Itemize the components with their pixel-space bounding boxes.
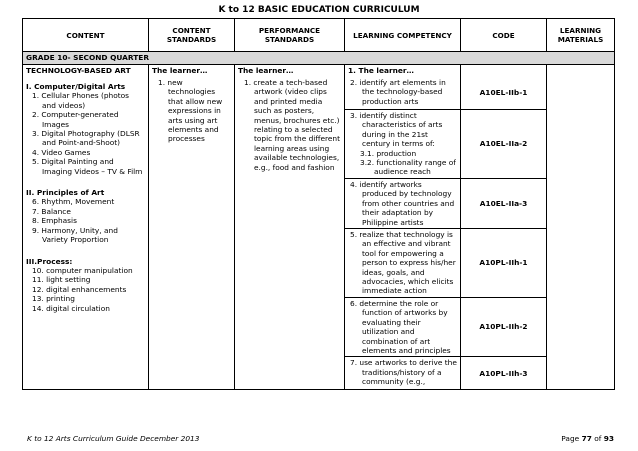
footer-guide-title: K to 12 Arts Curriculum Guide December 2013 bbox=[27, 434, 200, 443]
subhead-code-empty bbox=[461, 65, 547, 78]
document-title: K to 12 BASIC EDUCATION CURRICULUM bbox=[218, 5, 420, 15]
header-learning-competency: LEARNING COMPETENCY bbox=[345, 19, 461, 52]
code-cell: A10PL-IIh-1 bbox=[461, 229, 547, 298]
header-content-standards: CONTENT STANDARDS bbox=[149, 19, 235, 52]
content-item: 2. Computer-generated Images bbox=[32, 110, 119, 129]
content-item: 8. Emphasis bbox=[32, 216, 77, 226]
content-cell bbox=[23, 77, 149, 390]
content-standards-cell bbox=[149, 77, 235, 390]
content-standard-text: 1. new technologies that allow new expressions in arts using art elements and processes bbox=[158, 78, 223, 144]
competency-row-2 bbox=[23, 77, 615, 110]
footer-page-number bbox=[561, 434, 614, 443]
subheader-row bbox=[23, 65, 615, 78]
learning-materials-cell bbox=[547, 65, 615, 390]
competency-text: 2. identify art elements in the technology-based production arts bbox=[350, 78, 446, 106]
competency-text: 7. use artworks to derive the traditions/history of a community (e.g., bbox=[350, 358, 457, 387]
competency-text: 6. determine the role or function of artworks by evaluating their utilization and combination of art elements and principles bbox=[350, 298, 451, 355]
page-current: 77 bbox=[581, 434, 592, 443]
grade-label: GRADE 10- SECOND QUARTER bbox=[23, 52, 615, 65]
content-item: 9. Harmony, Unity, and Variety Proportion bbox=[32, 225, 118, 245]
competency-cell bbox=[345, 179, 461, 229]
performance-standards-cell bbox=[235, 77, 345, 390]
competency-subitem: 3.1. production bbox=[360, 148, 417, 158]
content-item: 3. Digital Photography (DLSR and Point-and-Shoot) bbox=[32, 129, 140, 148]
competency-cell bbox=[345, 77, 461, 110]
competency-subitem: 3.2. functionality range of audience reach bbox=[360, 158, 456, 177]
competency-cell bbox=[345, 229, 461, 298]
content-item: 1. Cellular Phones (photos and videos) bbox=[32, 91, 130, 110]
header-row bbox=[23, 19, 615, 52]
competency-cell bbox=[345, 297, 461, 356]
performance-standard-text: 1. create a tech-based artwork (video clips and printed media such as posters, menus, brochures etc.) relating to a selected topic from the different learning areas using available technologies, e.g., food and fashion bbox=[244, 78, 340, 172]
competency-cell bbox=[345, 357, 461, 390]
content-item: 10. computer manipulation bbox=[32, 265, 133, 275]
content-section-2: II. Principles of Art bbox=[26, 188, 105, 198]
content-item: 11. light setting bbox=[32, 275, 91, 285]
code-cell: A10PL-IIh-2 bbox=[461, 297, 547, 356]
code-cell: A10PL-IIh-3 bbox=[461, 357, 547, 390]
code-cell: A10EL-IIa-3 bbox=[461, 179, 547, 229]
code-cell: A10EL-IIa-2 bbox=[461, 110, 547, 179]
content-section-3: III.Process: bbox=[26, 256, 73, 266]
subhead-content: TECHNOLOGY-BASED ART bbox=[23, 65, 149, 78]
content-item: 12. digital enhancements bbox=[32, 284, 127, 294]
page-prefix: Page bbox=[561, 434, 580, 443]
header-code: CODE bbox=[461, 19, 547, 52]
grade-row bbox=[23, 52, 615, 65]
content-item: 7. Balance bbox=[32, 206, 71, 216]
competency-text: 3. identify distinct characteristics of arts during in the 21st century in terms of: bbox=[350, 111, 443, 149]
content-item: 4. Video Games bbox=[32, 147, 91, 157]
content-section-1: I. Computer/Digital Arts bbox=[26, 82, 126, 91]
subhead-performance-standards: The learner… bbox=[235, 65, 345, 78]
page-total: 93 bbox=[603, 434, 614, 443]
header-performance-standards: PERFORMANCE STANDARDS bbox=[235, 19, 345, 52]
curriculum-table bbox=[22, 18, 615, 390]
subhead-learning-competency: 1. The learner… bbox=[345, 65, 461, 78]
content-item: 14. digital circulation bbox=[32, 303, 110, 313]
header-content: CONTENT bbox=[23, 19, 149, 52]
competency-text: 5. realize that technology is an effective and vibrant tool for empowering a person to express his/her ideas, goals, and advocacies, which elicits immediate action bbox=[350, 230, 456, 296]
code-cell: A10EL-IIb-1 bbox=[461, 77, 547, 110]
header-learning-materials: LEARNING MATERIALS bbox=[547, 19, 615, 52]
competency-cell bbox=[345, 110, 461, 179]
subhead-content-standards: The learner… bbox=[149, 65, 235, 78]
page-of: of bbox=[594, 434, 602, 443]
content-item: 6. Rhythm, Movement bbox=[32, 197, 115, 207]
content-item: 13. printing bbox=[32, 294, 75, 304]
content-item: 5. Digital Painting and Imaging Videos – TV & Film bbox=[32, 157, 143, 176]
competency-text: 4. identify artworks produced by technology from other countries and their adaptation by Philippine artists bbox=[350, 180, 455, 227]
